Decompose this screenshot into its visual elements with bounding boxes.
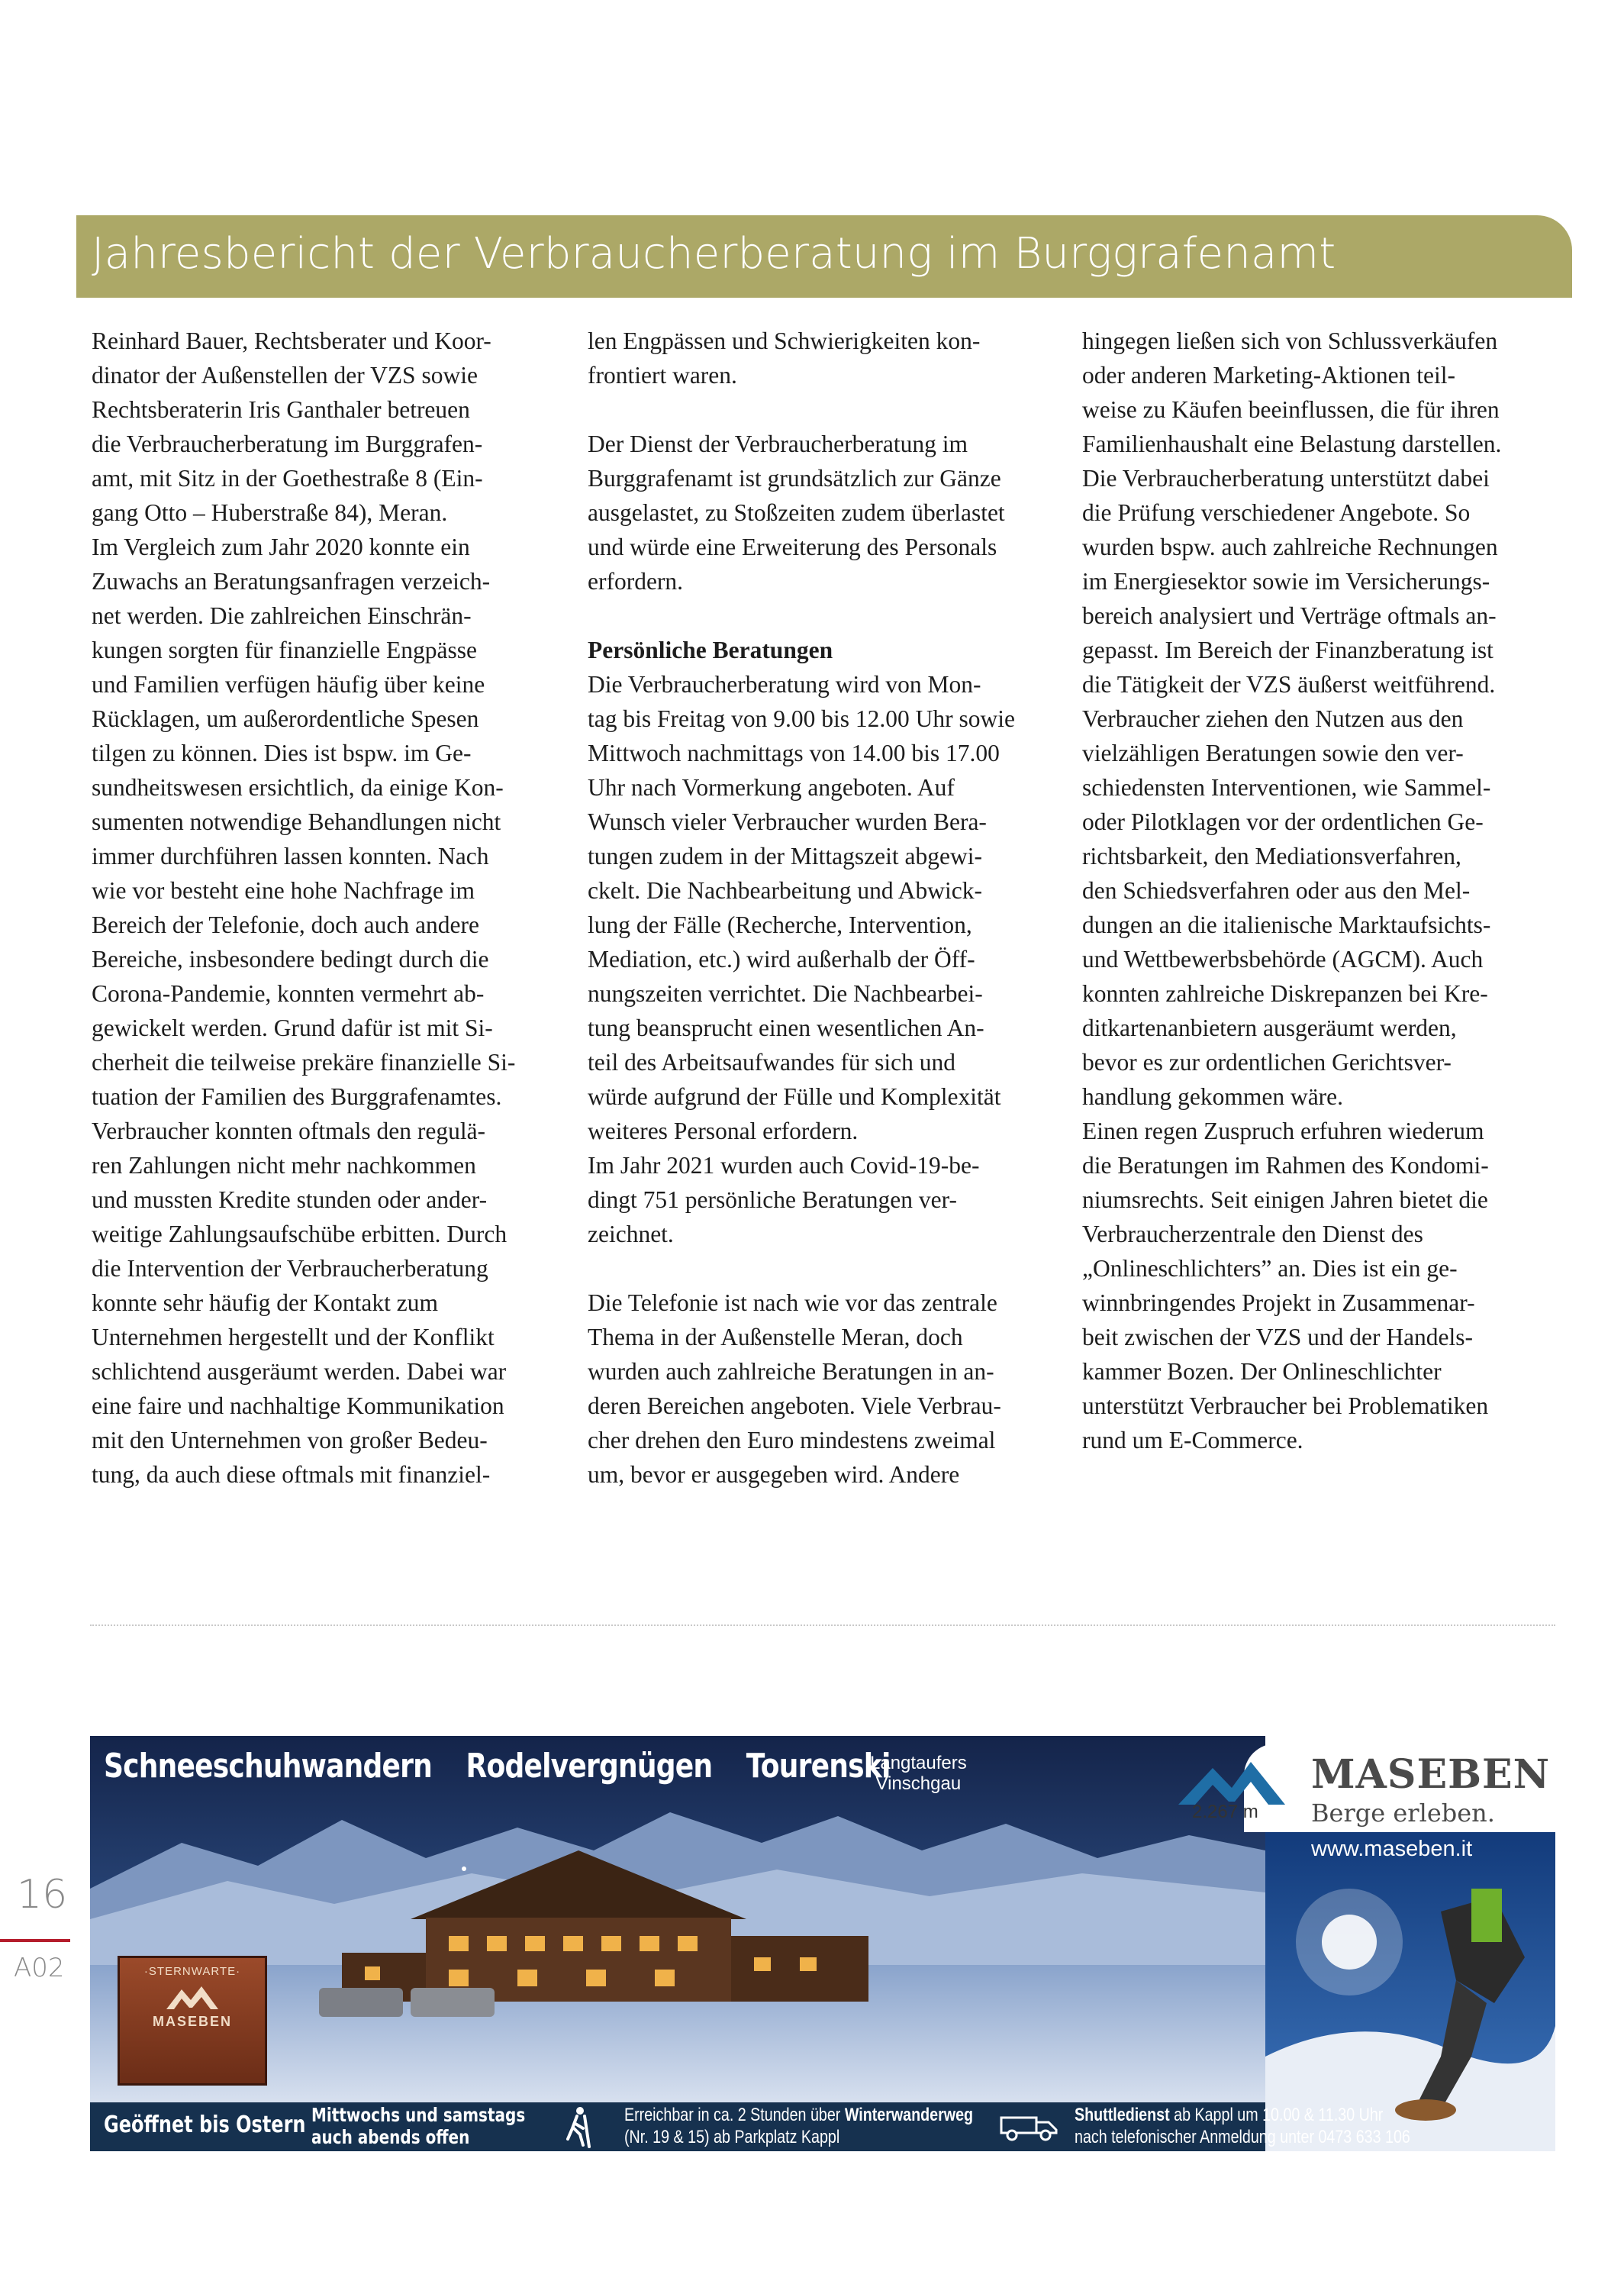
location-line-2: Vinschgau — [875, 1773, 962, 1794]
text-line: die Tätigkeit der VZS äußerst weitführend. — [1082, 671, 1496, 698]
shuttle-info — [1075, 2104, 1410, 2148]
text-line: amt, mit Sitz in der Goethestraße 8 (Ein- — [92, 465, 483, 492]
text-line: rund um E-Commerce. — [1082, 1427, 1303, 1453]
text-line: „Onlineschlichters” an. Dies ist ein ge- — [1082, 1255, 1458, 1282]
shuttle-times: ab Kappl um 10.00 & 11.30 Uhr — [1169, 2105, 1384, 2125]
text-line: kammer Bozen. Der Onlineschlichter — [1082, 1358, 1442, 1385]
headline-skitour: Tourenski — [746, 1747, 891, 1786]
article-column-2 — [588, 324, 1053, 1492]
shuttle-line-2: nach telefonischer Anmeldung unter 0473 633 106 — [1075, 2127, 1410, 2147]
col2-paragraph-continuation — [588, 324, 1053, 392]
headline-snowshoe: Schneeschuhwandern — [104, 1747, 432, 1786]
text-line: dungen an die italienische Marktaufsichts- — [1082, 911, 1491, 938]
text-line: schiedensten Interventionen, wie Sammel- — [1082, 774, 1491, 801]
text-line: Thema in der Außenstelle Meran, doch — [588, 1324, 963, 1350]
reach-line-1 — [624, 2104, 973, 2126]
text-line: Corona-Pandemie, konnten vermehrt ab- — [92, 980, 485, 1007]
text-line: tilgen zu können. Dies ist bspw. im Ge- — [92, 740, 472, 766]
ad-location — [870, 1753, 967, 1794]
text-line: tungen zudem in der Mittagszeit abgewi- — [588, 843, 982, 869]
text-line: tung beansprucht einen wesentlichen An- — [588, 1015, 984, 1041]
text-line: niumsrechts. Seit einigen Jahren bietet die — [1082, 1186, 1488, 1213]
text-line: nungszeiten verrichtet. Die Nachbearbei- — [588, 980, 983, 1007]
text-line: hingegen ließen sich von Schlussverkäufen — [1082, 327, 1498, 354]
text-line: unterstützt Verbraucher bei Problematiken — [1082, 1392, 1489, 1419]
text-line: cher drehen den Euro mindestens zweimal — [588, 1427, 996, 1453]
text-line: Rücklagen, um außerordentliche Spesen — [92, 705, 479, 732]
ad-footer-bar — [90, 2102, 1410, 2151]
text-line: weitige Zahlungsaufschübe erbitten. Durch — [92, 1221, 508, 1247]
text-line: ditkartenanbietern ausgeräumt werden, — [1082, 1015, 1457, 1041]
times-line-1: Mittwochs und samstags — [311, 2104, 526, 2126]
shuttle-line-1 — [1075, 2104, 1410, 2126]
maseben-advertisement[interactable] — [90, 1736, 1555, 2151]
text-line: Im Jahr 2021 wurden auch Covid-19-be- — [588, 1152, 980, 1179]
text-line: die Prüfung verschiedener Angebote. So — [1082, 499, 1471, 526]
text-line: lung der Fälle (Recherche, Intervention, — [588, 911, 972, 938]
text-line: teil des Arbeitsaufwandes für sich und — [588, 1049, 956, 1076]
text-line: gang Otto – Huberstraße 84), Meran. — [92, 499, 448, 526]
text-line: net werden. Die zahlreichen Einschrän- — [92, 602, 472, 629]
text-line: im Energiesektor sowie im Versicherungs- — [1082, 568, 1490, 595]
text-line: die Beratungen im Rahmen des Kondomi- — [1082, 1152, 1489, 1179]
text-line: die Intervention der Verbraucherberatung — [92, 1255, 488, 1282]
article-column-1 — [92, 324, 557, 1492]
text-line: Der Dienst der Verbraucherberatung im — [588, 431, 968, 457]
col2-paragraph-telephony — [588, 1286, 1053, 1492]
text-line: tag bis Freitag von 9.00 bis 12.00 Uhr sowie — [588, 705, 1015, 732]
text-line: und würde eine Erweiterung des Personals — [588, 534, 997, 560]
text-line: Die Telefonie ist nach wie vor das zentrale — [588, 1289, 997, 1316]
text-line: dinator der Außenstellen der VZS sowie — [92, 362, 478, 389]
text-line: richtsbarkeit, den Mediationsverfahren, — [1082, 843, 1461, 869]
text-line: Bereiche, insbesondere bedingt durch die — [92, 946, 489, 973]
article-column-3 — [1082, 324, 1548, 1457]
section-heading-personal-consultations: Persönliche Beratungen — [588, 637, 833, 663]
text-line: Familienhaushalt eine Belastung darstellen. — [1082, 431, 1502, 457]
text-line: Rechtsberaterin Iris Ganthaler betreuen — [92, 396, 470, 423]
text-line: wurden bspw. auch zahlreiche Rechnungen — [1082, 534, 1498, 560]
text-line: gepasst. Im Bereich der Finanzberatung ist — [1082, 637, 1494, 663]
text-line: Die Verbraucherberatung unterstützt dabei — [1082, 465, 1490, 492]
text-line: immer durchführen lassen konnten. Nach — [92, 843, 489, 869]
text-line: winnbringendes Projekt in Zusammenar- — [1082, 1289, 1475, 1316]
reachability-info — [624, 2104, 973, 2148]
text-line: handlung gekommen wäre. — [1082, 1083, 1344, 1110]
text-line: Einen regen Zuspruch erfuhren wiederum — [1082, 1118, 1484, 1144]
altitude-label: 2.267 m — [1192, 1802, 1258, 1822]
text-line: konnten zahlreiche Diskrepanzen bei Kre- — [1082, 980, 1488, 1007]
text-line: bereich analysiert und Verträge oftmals an- — [1082, 602, 1497, 629]
text-line: tuation der Familien des Burggrafenamtes. — [92, 1083, 502, 1110]
text-line: cherheit die teilweise prekäre finanzielle Si- — [92, 1049, 516, 1076]
title-banner — [76, 215, 1572, 298]
text-line: Mittwoch nachmittags von 14.00 bis 17.00 — [588, 740, 1000, 766]
text-line: Verbraucher ziehen den Nutzen aus den — [1082, 705, 1464, 732]
text-line: Unternehmen hergestellt und der Konflikt — [92, 1324, 495, 1350]
text-line: und Wettbewerbsbehörde (AGCM). Auch — [1082, 946, 1484, 973]
col2-paragraph-hours — [588, 667, 1053, 1251]
text-line: die Verbraucherberatung im Burggrafen- — [92, 431, 483, 457]
text-line: oder anderen Marketing-Aktionen teil- — [1082, 362, 1455, 389]
brand-name: MASEBEN — [1311, 1751, 1551, 1798]
text-line: sumenten notwendige Behandlungen nicht — [92, 808, 501, 835]
text-line: bevor es zur ordentlichen Gerichtsver- — [1082, 1049, 1452, 1076]
observatory-sign-label: ·STERNWARTE· — [143, 1965, 241, 1978]
text-line: und mussten Kredite stunden oder ander- — [92, 1186, 488, 1213]
text-line: würde aufgrund der Fülle und Komplexität — [588, 1083, 1001, 1110]
reach-trail: Winterwanderweg — [844, 2105, 974, 2125]
text-line: mit den Unternehmen von großer Bedeu- — [92, 1427, 488, 1453]
times-line-2: auch abends offen — [311, 2126, 470, 2148]
sign-mountain-icon — [163, 1982, 221, 2012]
text-line: len Engpässen und Schwierigkeiten kon- — [588, 327, 981, 354]
text-line: dingt 751 persönliche Beratungen ver- — [588, 1186, 957, 1213]
shuttle-label: Shuttledienst — [1075, 2105, 1170, 2125]
text-line: Verbraucher konnten oftmals den regulä- — [92, 1118, 486, 1144]
text-line: oder Pilotklagen vor der ordentlichen Ge- — [1082, 808, 1484, 835]
page-number: 16 — [17, 1872, 68, 1918]
text-line: wurden auch zahlreiche Beratungen in an- — [588, 1358, 994, 1385]
text-line: Die Verbraucherberatung wird von Mon- — [588, 671, 981, 698]
dotted-separator — [90, 1624, 1555, 1626]
page-code: A02 — [14, 1953, 65, 1983]
text-line: kungen sorgten für finanzielle Engpässe — [92, 637, 478, 663]
text-line: den Schiedsverfahren oder aus den Mel- — [1082, 877, 1471, 904]
text-line: erfordern. — [588, 568, 684, 595]
text-line: zeichnet. — [588, 1221, 674, 1247]
text-line: weiteres Personal erfordern. — [588, 1118, 859, 1144]
text-line: schlichtend ausgeräumt werden. Dabei war — [92, 1358, 507, 1385]
ad-headline — [104, 1747, 915, 1786]
brand-slogan: Berge erleben. — [1311, 1799, 1495, 1828]
text-line: tung, da auch diese oftmals mit finanziel- — [92, 1461, 491, 1488]
text-line: Zuwachs an Beratungsanfragen verzeich- — [92, 568, 491, 595]
text-line: Reinhard Bauer, Rechtsberater und Koor- — [92, 327, 491, 354]
text-line: um, bevor er ausgegeben wird. Andere — [588, 1461, 960, 1488]
text-line: Wunsch vieler Verbraucher wurden Bera- — [588, 808, 987, 835]
text-line: und Familien verfügen häufig über keine — [92, 671, 485, 698]
website-link[interactable]: www.maseben.it — [1311, 1837, 1473, 1861]
text-line: konnte sehr häufig der Kontakt zum — [92, 1289, 438, 1316]
snowshoe-photo — [1265, 1828, 1555, 2151]
text-line: sundheitswesen ersichtlich, da einige Kon- — [92, 774, 504, 801]
open-until-easter: Geöffnet bis Ostern — [104, 2112, 306, 2138]
location-line-1: Langtaufers — [870, 1753, 967, 1773]
text-line: Verbraucherzentrale den Dienst des — [1082, 1221, 1423, 1247]
headline-toboggan: Rodelvergnügen — [466, 1747, 713, 1786]
text-line: eine faire und nachhaltige Kommunikation — [92, 1392, 504, 1419]
text-line: deren Bereichen angeboten. Viele Verbrau- — [588, 1392, 1001, 1419]
text-line: Bereich der Telefonie, doch auch andere — [92, 911, 479, 938]
text-line: ren Zahlungen nicht mehr nachkommen — [92, 1152, 476, 1179]
text-line: Uhr nach Vormerkung angeboten. Auf — [588, 774, 955, 801]
text-line: Im Vergleich zum Jahr 2020 konnte ein — [92, 534, 470, 560]
text-line: ckelt. Die Nachbearbeitung und Abwick- — [588, 877, 982, 904]
col2-paragraph-service — [588, 427, 1053, 598]
text-line: weise zu Käufen beeinflussen, die für ihren — [1082, 396, 1500, 423]
text-line: Burggrafenamt ist grundsätzlich zur Gänze — [588, 465, 1001, 492]
text-line: frontiert waren. — [588, 362, 737, 389]
text-line: vielzähligen Beratungen sowie den ver- — [1082, 740, 1464, 766]
article-title: Jahresbericht der Verbraucherberatung im Burggrafenamt — [92, 229, 1336, 279]
page-number-bar — [0, 1939, 70, 1942]
text-line: ausgelastet, zu Stoßzeiten zudem überlastet — [588, 499, 1005, 526]
hiker-icon — [557, 2105, 600, 2148]
text-line: Mediation, etc.) wird außerhalb der Öff- — [588, 946, 975, 973]
text-line: wie vor besteht eine hohe Nachfrage im — [92, 877, 475, 904]
reach-text: Erreichbar in ca. 2 Stunden über — [624, 2105, 845, 2125]
shuttle-bus-icon — [998, 2112, 1061, 2142]
observatory-sign-name: MASEBEN — [152, 2014, 232, 2029]
reach-line-2: (Nr. 19 & 15) ab Parkplatz Kappl — [624, 2127, 840, 2147]
evening-opening-times — [311, 2104, 525, 2148]
text-line: gewickelt werden. Grund dafür ist mit Si- — [92, 1015, 493, 1041]
text-line: beit zwischen der VZS und der Handels- — [1082, 1324, 1474, 1350]
